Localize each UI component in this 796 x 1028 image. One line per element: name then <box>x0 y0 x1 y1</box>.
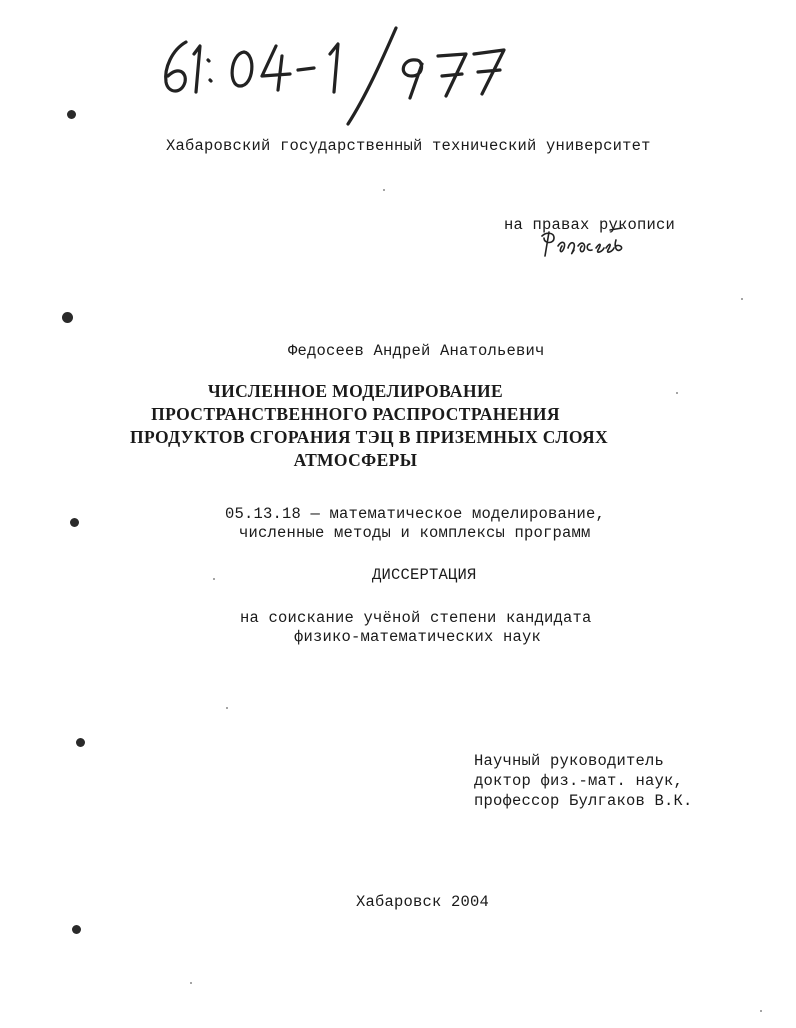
scan-speck <box>190 982 192 984</box>
signature <box>536 226 626 262</box>
scan-speck <box>676 392 678 394</box>
degree-line: физико-математических наук <box>294 628 542 646</box>
supervisor-line: профессор Булгаков В.К. <box>474 792 693 810</box>
binding-hole-mark <box>62 312 73 323</box>
title-line: ПРОСТРАНСТВЕННОГО РАСПРОСТРАНЕНИЯ <box>151 404 560 424</box>
title-line: АТМОСФЕРЫ <box>293 450 418 470</box>
specialty-line: 05.13.18 — математическое моделирование, <box>225 505 606 523</box>
rights-note: на правах рукописи <box>504 216 676 234</box>
binding-hole-mark <box>70 518 79 527</box>
author-name: Федосеев Андрей Анатольевич <box>288 342 545 360</box>
scan-speck <box>226 707 228 709</box>
scan-speck <box>383 189 385 191</box>
scan-speck <box>741 298 743 300</box>
title-line: ЧИСЛЕННОЕ МОДЕЛИРОВАНИЕ <box>207 381 504 401</box>
binding-hole-mark <box>67 110 76 119</box>
work-type: ДИССЕРТАЦИЯ <box>372 566 477 584</box>
title-line: ПРОДУКТОВ СГОРАНИЯ ТЭЦ В ПРИЗЕМНЫХ СЛОЯХ <box>129 427 609 447</box>
scan-speck <box>213 578 215 580</box>
degree-line: на соискание учёной степени кандидата <box>240 609 592 627</box>
supervisor-line: Научный руководитель <box>474 752 665 770</box>
university-name: Хабаровский государственный технический университет <box>166 137 651 155</box>
supervisor-line: доктор физ.-мат. наук, <box>474 772 684 790</box>
binding-hole-mark <box>76 738 85 747</box>
binding-hole-mark <box>72 925 81 934</box>
specialty-line: численные методы и комплексы программ <box>239 524 591 542</box>
city-year: Хабаровск 2004 <box>356 893 490 911</box>
scan-speck <box>760 1010 762 1012</box>
handwritten-archive-code <box>158 20 518 130</box>
